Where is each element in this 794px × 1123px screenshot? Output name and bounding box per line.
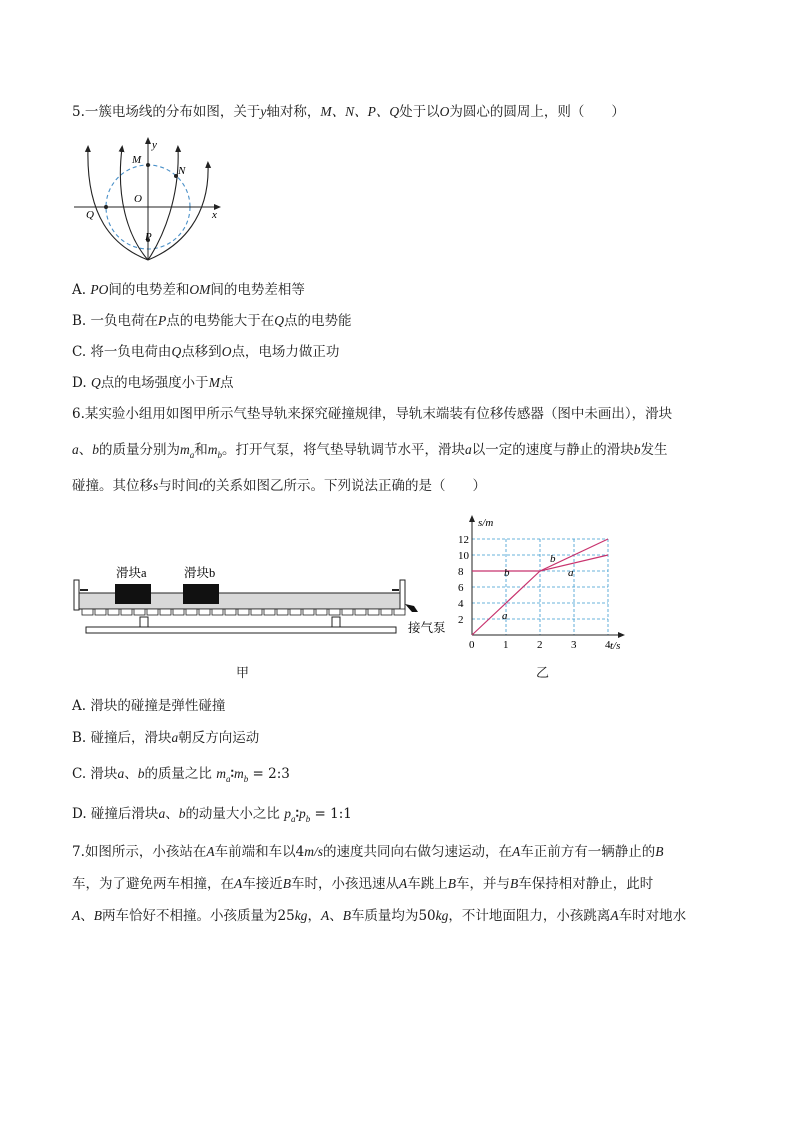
- text: ，: [307, 908, 321, 924]
- slider-a: [115, 584, 151, 604]
- q5-stem-text: 处于以: [399, 104, 440, 120]
- var: a: [72, 442, 79, 457]
- var: m: [180, 442, 190, 457]
- unit: m/s: [304, 844, 323, 859]
- q6-stem-line2: [72, 440, 668, 466]
- text: 车保持相对静止，此时: [518, 876, 654, 892]
- option-var: PO: [90, 282, 109, 297]
- st-grid: [472, 539, 608, 635]
- option-text: D. 碰撞后滑块: [72, 806, 159, 822]
- text: 、: [80, 908, 94, 924]
- track-support: [140, 617, 148, 627]
- var: B: [510, 876, 519, 891]
- scale-tick: [277, 609, 288, 615]
- option-text: C. 滑块: [72, 766, 118, 782]
- q5-label-q: Q: [86, 209, 94, 221]
- q5-label-p: P: [145, 231, 152, 243]
- option-text: 的质量之比: [144, 766, 212, 782]
- var: m: [207, 442, 218, 457]
- var: A: [320, 908, 330, 923]
- var: t: [198, 478, 203, 493]
- q5-point-m: [146, 163, 150, 167]
- option-var: m: [216, 766, 226, 781]
- slider-b-label: 滑块b: [184, 566, 216, 580]
- option-text: 间的电势差和: [108, 282, 190, 298]
- q5-label-o: O: [134, 193, 142, 205]
- var: a: [465, 442, 472, 457]
- q5-stem-text: 轴对称，: [266, 104, 321, 120]
- option-text: 点的电势能: [284, 313, 352, 329]
- x-tick-label: 3: [571, 639, 577, 651]
- scale-tick: [342, 609, 353, 615]
- var: A: [206, 844, 215, 859]
- unit: kg: [435, 908, 449, 923]
- option-text: A.: [72, 282, 91, 298]
- scale-tick: [212, 609, 223, 615]
- q5-stem-text: 5.一簇电场线的分布如图，关于: [72, 104, 261, 120]
- var: b: [217, 449, 222, 460]
- var: B: [447, 876, 456, 891]
- q7-stem-line2: [72, 874, 653, 894]
- option-var: Q: [274, 313, 285, 328]
- y-tick-label: 8: [458, 566, 464, 578]
- scale-tick: [95, 609, 106, 615]
- value: 50: [418, 908, 436, 924]
- unit: kg: [294, 908, 308, 923]
- option-var: P: [158, 313, 167, 328]
- option-ratio: 2:3: [268, 766, 290, 782]
- fig-jia-caption: 甲: [236, 666, 250, 681]
- scale-tick: [290, 609, 301, 615]
- q6-stem-line1: 6.某实验小组用如图甲所示气垫导轨来探究碰撞规律，导轨末端装有位移传感器（图中未画出），滑块: [72, 406, 673, 422]
- x-tick-label: 0: [469, 639, 475, 651]
- option-text: B. 一负电荷在: [72, 313, 159, 329]
- option-text: 间的电势差相等: [210, 282, 305, 298]
- track-support: [332, 617, 340, 627]
- option-var: a: [117, 766, 125, 781]
- st-annot-b-left: b: [504, 567, 510, 579]
- slider-a-label: 滑块a: [116, 566, 147, 580]
- q6-option-c[interactable]: C. 滑块a、b的质量之比 $m_a∶m_b$ = 2:3: [72, 766, 290, 784]
- option-var: Q: [171, 344, 182, 359]
- q5-option-a[interactable]: [72, 280, 305, 300]
- option-var: a: [290, 813, 296, 824]
- option-text: 点移到: [181, 344, 222, 360]
- option-text: 点的电场强度小于: [100, 375, 209, 391]
- q6-st-graph: [450, 514, 630, 654]
- scale-tick: [355, 609, 366, 615]
- q5-label-n: N: [178, 165, 186, 177]
- option-text: 、: [165, 806, 179, 822]
- text: 车前端和车以: [214, 844, 296, 860]
- x-tick-label: 4: [605, 639, 611, 651]
- text: ，不计地面阻力，小孩跳离: [448, 908, 611, 924]
- text: 、: [78, 442, 93, 458]
- scale-tick: [368, 609, 379, 615]
- scale-tick: [394, 609, 405, 615]
- option-var: b: [137, 766, 145, 781]
- q5-field-line-figure: [72, 136, 224, 266]
- option-text: 、: [124, 766, 138, 782]
- q5-label-y: y: [152, 139, 157, 151]
- option-var: a: [225, 773, 231, 784]
- var: B: [282, 876, 291, 891]
- q5-var-o: O: [439, 104, 450, 119]
- var: B: [93, 908, 102, 923]
- x-tick-label: 2: [537, 639, 543, 651]
- scale-tick: [82, 609, 93, 615]
- text: 的速度共同向右做匀速运动，在: [323, 844, 512, 860]
- var: A: [72, 908, 81, 923]
- option-text: B. 碰撞后，滑块: [72, 730, 172, 746]
- q5-stem-text: 为圆心的圆周上，则（ ）: [449, 104, 625, 120]
- var: B: [655, 844, 664, 859]
- var: A: [234, 876, 243, 891]
- scale-tick: [173, 609, 184, 615]
- text: 发生: [640, 442, 668, 458]
- st-annot-a-right: a: [568, 567, 574, 579]
- scale-tick: [121, 609, 132, 615]
- option-sep: ∶: [230, 766, 234, 782]
- text: 车，并与: [456, 876, 510, 892]
- scale-tick: [108, 609, 119, 615]
- scale-tick: [238, 609, 249, 615]
- option-text: C. 将一负电荷由: [72, 344, 172, 360]
- text: 的质量分别为: [99, 442, 180, 458]
- scale-tick: [251, 609, 262, 615]
- track-scale: [82, 609, 405, 615]
- var: a: [189, 449, 195, 460]
- y-tick-label: 4: [458, 598, 464, 610]
- q5-var-points: M、N、P、Q: [320, 104, 400, 119]
- q5-var-y: y: [260, 104, 267, 119]
- y-tick-label: 2: [458, 614, 464, 626]
- q7-stem-line1: [72, 842, 664, 862]
- q5-field-line: [148, 148, 178, 260]
- text: 7.如图所示，小孩站在: [72, 844, 207, 860]
- pump-label: 接气泵: [408, 621, 446, 635]
- option-var: b: [178, 806, 186, 821]
- q5-option-c[interactable]: [72, 342, 339, 362]
- text: 车正前方有一辆静止的: [520, 844, 656, 860]
- q5-stem: [72, 102, 625, 122]
- option-var: OM: [189, 282, 211, 297]
- q5-label-x: x: [212, 209, 217, 221]
- q6-stem-line3: [72, 476, 486, 496]
- track-right-end: [400, 580, 405, 610]
- text: 以一定的速度与静止的滑块: [471, 442, 634, 458]
- option-sep: ∶: [295, 806, 299, 822]
- scale-tick: [134, 609, 145, 615]
- track-base: [86, 627, 396, 633]
- option-var: b: [305, 813, 311, 824]
- option-text: 朝反方向运动: [178, 730, 260, 746]
- q5-option-d[interactable]: [72, 373, 233, 393]
- st-annot-b-right: b: [550, 553, 556, 565]
- scale-tick: [381, 609, 392, 615]
- q5-point-q: [104, 205, 108, 209]
- text: 和: [194, 442, 208, 458]
- scale-tick: [316, 609, 327, 615]
- st-ticks: [458, 534, 611, 651]
- y-tick-label: 6: [458, 582, 464, 594]
- pump-hose: [405, 604, 418, 612]
- q6-option-d[interactable]: D. 碰撞后滑块a、b的动量大小之比 $p_a∶p_b$ = 1:1: [72, 806, 352, 824]
- var: B: [342, 908, 351, 923]
- option-var: a: [171, 730, 179, 745]
- q6-option-b[interactable]: [72, 728, 259, 748]
- value: 4: [295, 844, 305, 860]
- var: A: [512, 844, 521, 859]
- value: 25: [277, 908, 295, 924]
- st-x-label: t/s: [610, 640, 621, 652]
- q6-air-track-figure: [72, 560, 462, 640]
- y-tick-label: 10: [458, 550, 469, 562]
- var: A: [399, 876, 408, 891]
- option-var: O: [221, 344, 232, 359]
- st-y-label: s/m: [478, 517, 494, 529]
- y-tick-label: 12: [458, 534, 469, 546]
- option-var: M: [208, 375, 220, 390]
- var: b: [633, 442, 641, 457]
- option-ratio: 1:1: [330, 806, 352, 822]
- option-text: 点: [219, 375, 234, 391]
- scale-tick: [303, 609, 314, 615]
- var: A: [610, 908, 619, 923]
- scale-tick: [199, 609, 210, 615]
- text: 两车恰好不相撞。小孩质量为: [102, 908, 278, 924]
- option-text: D.: [72, 375, 91, 391]
- st-annot-a-left: a: [502, 610, 508, 622]
- q6-option-a[interactable]: A. 滑块的碰撞是弹性碰撞: [72, 698, 226, 714]
- fig-yi-caption: 乙: [536, 666, 550, 681]
- option-var: m: [234, 766, 244, 781]
- scale-tick: [225, 609, 236, 615]
- text: 车，为了避免两车相撞，在: [72, 876, 234, 892]
- q5-label-m: M: [132, 154, 142, 166]
- text: 车时对地水: [618, 908, 687, 924]
- scale-tick: [264, 609, 275, 615]
- var: s: [153, 478, 159, 493]
- option-var: Q: [90, 375, 101, 390]
- var: b: [92, 442, 99, 457]
- text: 车质量均为: [350, 908, 419, 924]
- q5-option-b[interactable]: [72, 311, 352, 331]
- text: 。打开气泵，将气垫导轨调节水平，滑块: [222, 442, 465, 458]
- x-tick-label: 1: [503, 639, 509, 651]
- text: 车时，小孩迅速从: [291, 876, 399, 892]
- option-var: b: [243, 773, 249, 784]
- scale-tick: [147, 609, 158, 615]
- text: 车接近: [242, 876, 283, 892]
- slider-b: [183, 584, 219, 604]
- option-text: 点，电场力做正功: [231, 344, 340, 360]
- text: 碰撞。其位移: [72, 478, 153, 494]
- track-left-end: [74, 580, 79, 610]
- option-text: 点的电势能大于在: [166, 313, 275, 329]
- scale-tick: [160, 609, 171, 615]
- text: 、: [329, 908, 343, 924]
- option-var: p: [299, 806, 306, 821]
- scale-tick: [186, 609, 197, 615]
- scale-tick: [329, 609, 340, 615]
- text: 与时间: [158, 478, 199, 494]
- option-text: 的动量大小之比: [185, 806, 280, 822]
- q7-stem-line3: [72, 906, 686, 926]
- text: 的关系如图乙所示。下列说法正确的是（ ）: [202, 478, 487, 494]
- text: 车跳上: [407, 876, 448, 892]
- option-var: p: [284, 806, 291, 821]
- option-var: a: [158, 806, 166, 821]
